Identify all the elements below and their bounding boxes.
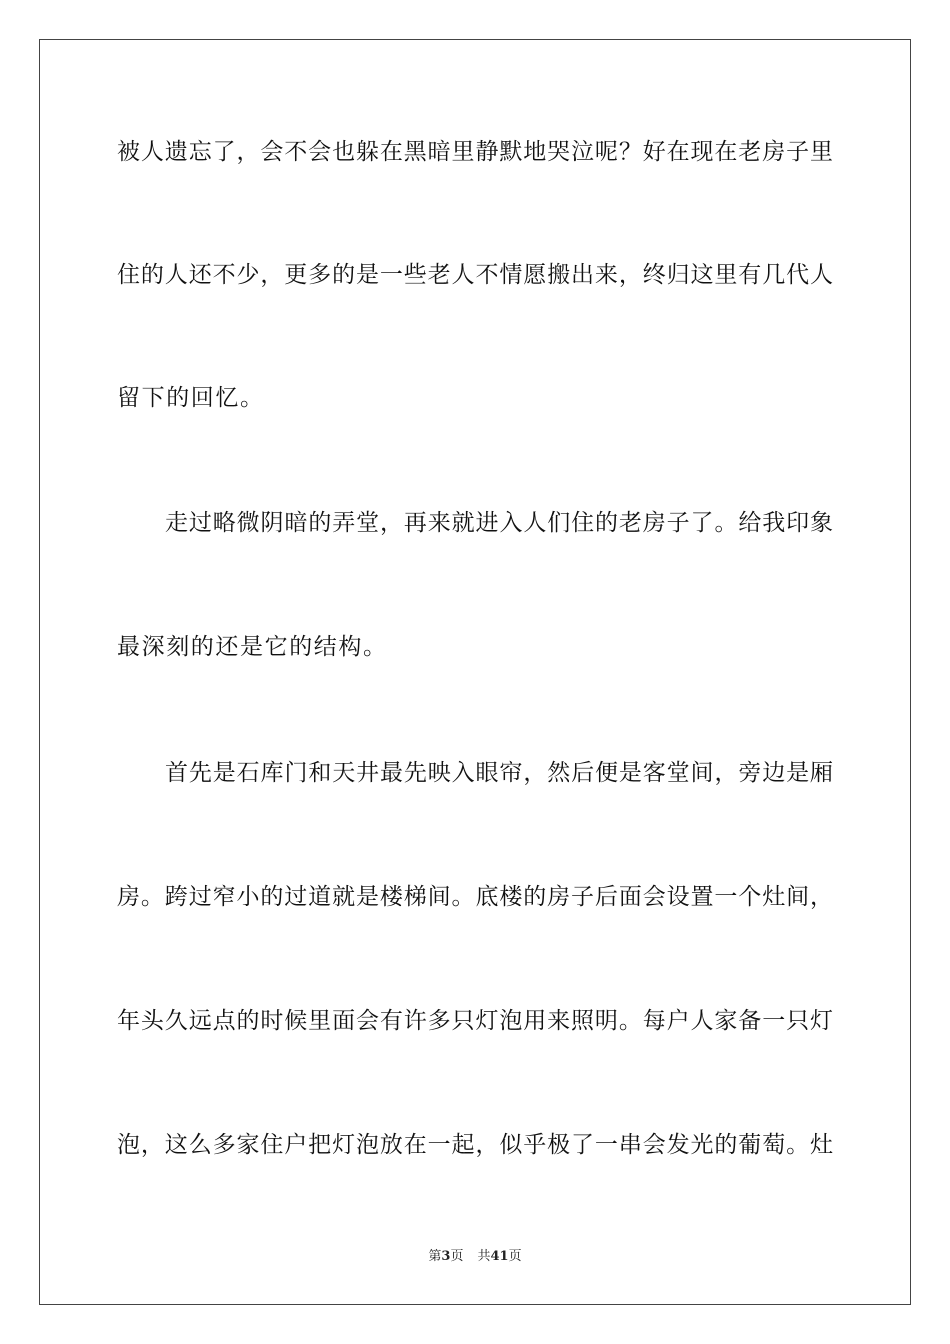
paragraph-line-9: 泡，这么多家住户把灯泡放在一起，似乎极了一串会发光的葡萄。灶 [117,1132,833,1158]
paragraph-line-6: 首先是石库门和天井最先映入眼帘，然后便是客堂间，旁边是厢 [165,760,833,786]
page-footer [0,1248,950,1266]
total-suffix: 页 [508,1249,522,1264]
total-pages: 41 [490,1249,509,1264]
page-suffix: 页 [450,1249,464,1264]
paragraph-line-7: 房。跨过窄小的过道就是楼梯间。底楼的房子后面会设置一个灶间， [117,884,833,910]
page-border [39,39,911,1305]
page-prefix: 第 [428,1249,442,1264]
paragraph-line-1: 被人遗忘了，会不会也躲在黑暗里静默地哭泣呢？好在现在老房子里 [117,139,833,165]
paragraph-line-5: 最深刻的还是它的结构。 [117,634,388,660]
paragraph-line-4: 走过略微阴暗的弄堂，再来就进入人们住的老房子了。给我印象 [165,510,833,536]
paragraph-line-8: 年头久远点的时候里面会有许多只灯泡用来照明。每户人家备一只灯 [117,1008,833,1034]
paragraph-line-2: 住的人还不少，更多的是一些老人不情愿搬出来，终归这里有几代人 [117,262,833,288]
page-number: 3 [441,1249,451,1264]
paragraph-line-3: 留下的回忆。 [117,385,265,411]
total-prefix: 共 [477,1249,491,1264]
